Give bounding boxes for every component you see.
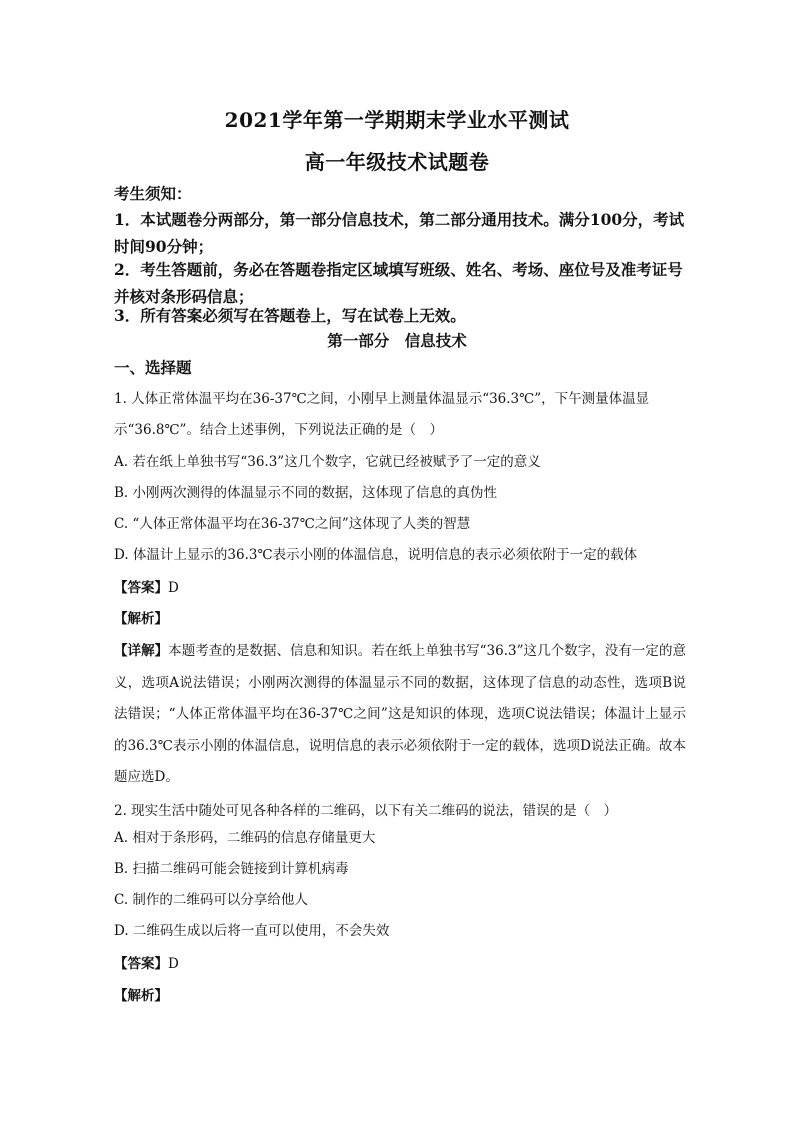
question-2-option-c: C. 制作的二维码可以分享给他人 [114, 892, 308, 908]
question-1-answer [114, 576, 179, 596]
exam-subtitle: 高一年级技术试题卷 [304, 150, 490, 174]
exam-title: 2021学年第一学期期末学业水平测试 [224, 108, 570, 132]
question-1-detail [114, 636, 686, 794]
question-2-option-d: D. 二维码生成以后将一直可以使用，不会失效 [114, 923, 390, 939]
section-title: 第一部分 信息技术 [327, 331, 467, 350]
notice-heading: 考生须知： [114, 184, 192, 203]
question-1-stem: 1. 人体正常体温平均在36-37℃之间，小刚早上测量体温显示“36.3℃”，下午测量体温显示“36.8℃”。结合上述事例，下列说法正确的是（ ） [114, 391, 650, 438]
question-2-option-a: A. 相对于条形码，二维码的信息存储量更大 [114, 830, 376, 846]
question-2-answer [114, 952, 179, 972]
question-2-stem: 2. 现实生活中随处可见各种各样的二维码，以下有关二维码的说法，错误的是（ ） [114, 803, 618, 819]
notice-item: 1．本试题卷分两部分，第一部分信息技术，第二部分通用技术。满分100分，考试时间90分钟； [114, 210, 685, 256]
detail-label: 【详解】 [114, 643, 169, 659]
notice-item: 2．考生答题前，务必在答题卷指定区域填写班级、姓名、考场、座位号及准考证号并核对条形码信息； [114, 260, 683, 306]
answer-label: 【答案】 [114, 956, 168, 972]
question-1-option-b: B. 小刚两次测得的体温显示不同的数据，这体现了信息的真伪性 [114, 485, 498, 501]
question-1-option-d: D. 体温计上显示的36.3℃表示小刚的体温信息，说明信息的表示必须依附于一定的载体 [114, 547, 638, 563]
question-2-option-b: B. 扫描二维码可能会链接到计算机病毒 [114, 861, 349, 877]
notice-item: 3．所有答案必须写在答题卷上，写在试卷上无效。 [114, 306, 466, 325]
detail-text: 本题考查的是数据、信息和知识。若在纸上单独书写“36.3”这几个数字，没有一定的意义，选项A说法错误；小刚两次测得的体温显示不同的数据，这体现了信息的动态性，选项B说法错误；“人体正常体温平均在36-37℃之间”这是知识的体现，选项C说法错误；体温计上显示的36.3℃表示小刚的体温信息，说明信息的表示必须依附于一定的载体，选项D说法正确。故本题应选D。 [114, 643, 686, 785]
answer-label: 【答案】 [114, 580, 168, 596]
question-1-option-a: A. 若在纸上单独书写“36.3”这几个数字，它就已经被赋予了一定的意义 [114, 454, 541, 470]
part-heading: 一、选择题 [114, 358, 192, 377]
question-2-analysis-label: 【解析】 [114, 988, 168, 1004]
answer-value: D [168, 956, 179, 972]
answer-value: D [168, 580, 179, 596]
question-1-analysis-label: 【解析】 [114, 611, 168, 627]
question-1-option-c: C. “人体正常体温平均在36-37℃之间”这体现了人类的智慧 [114, 516, 471, 532]
